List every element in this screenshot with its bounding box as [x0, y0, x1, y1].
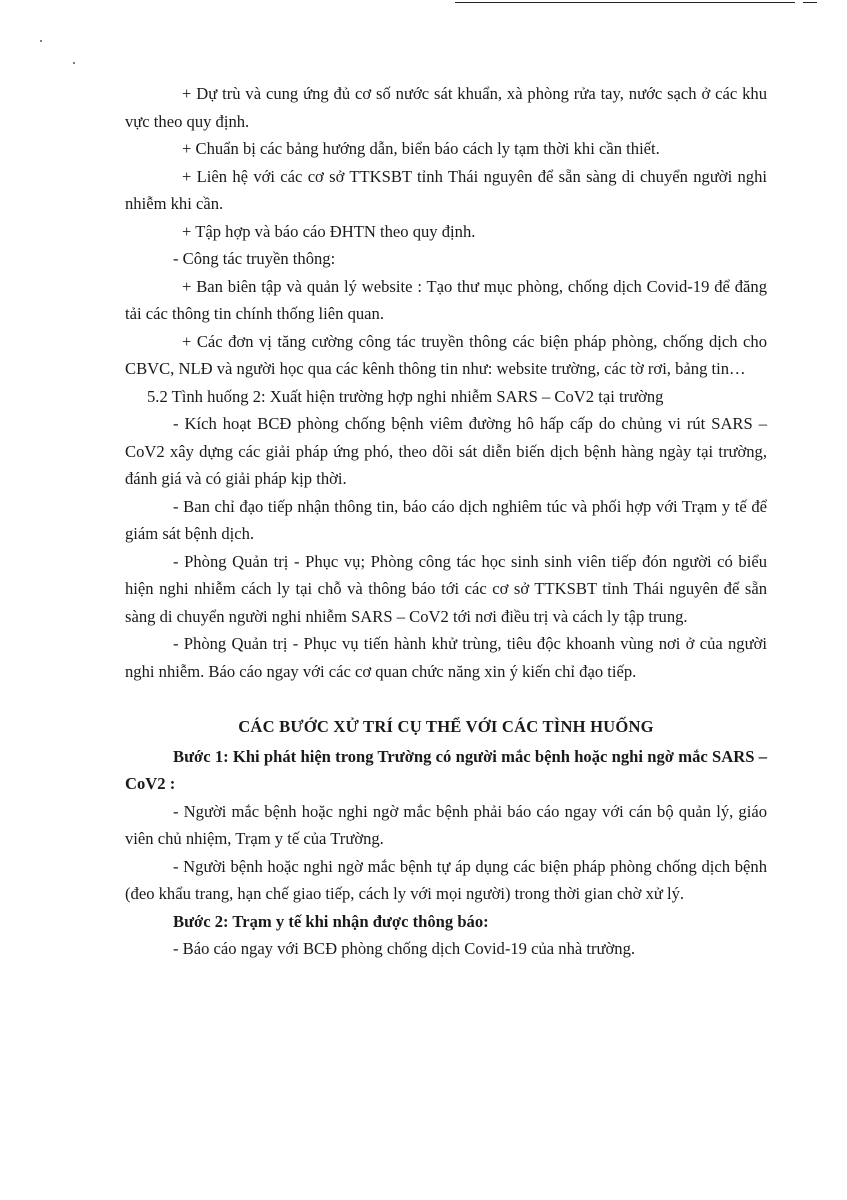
scan-top-rule — [455, 2, 795, 3]
paragraph: - Báo cáo ngay với BCĐ phòng chống dịch Covid-19 của nhà trường. — [173, 939, 636, 958]
scan-speck — [40, 40, 42, 42]
scan-top-rule-short — [803, 2, 817, 3]
paragraph: + Chuẩn bị các bảng hướng dẫn, biển báo cách ly tạm thời khi cần thiết. — [182, 139, 660, 158]
paragraph: - Phòng Quản trị - Phục vụ; Phòng công tác học sinh sinh viên tiếp đón người có biểu hiện nghi nhiễm cách ly tại chỗ và thông báo tới các cơ sở TTKSBT tỉnh Thái nguyên để sẵn sàng di chuyển người nghi nhiễm SARS – CoV2 tới nơi điều trị và cách ly tập trung. — [125, 551, 767, 626]
section-title: 5.2 Tình huống 2: Xuất hiện trường hợp nghi nhiễm SARS – CoV2 tại trường — [147, 386, 664, 406]
step-title: Bước 1: Khi phát hiện trong Trường có người mắc bệnh hoặc nghi ngờ mắc SARS – CoV2 : — [125, 746, 767, 793]
paragraph: - Phòng Quản trị - Phục vụ tiến hành khử trùng, tiêu độc khoanh vùng nơi ở của người nghi nhiễm. Báo cáo ngay với các cơ quan chức năng xin ý kiến chỉ đạo tiếp. — [125, 634, 767, 681]
step-title: Bước 2: Trạm y tế khi nhận được thông báo: — [173, 911, 489, 931]
paragraph: - Người mắc bệnh hoặc nghi ngờ mắc bệnh phải báo cáo ngay với cán bộ quản lý, giáo viên chủ nhiệm, Trạm y tế của Trường. — [125, 801, 767, 848]
paragraph: + Tập hợp và báo cáo ĐHTN theo quy định. — [182, 221, 476, 241]
paragraph: + Ban biên tập và quản lý website : Tạo thư mục phòng, chống dịch Covid-19 để đăng tải các thông tin chính thống liên quan. — [125, 276, 767, 323]
paragraph: - Kích hoạt BCĐ phòng chống bệnh viêm đường hô hấp cấp do chủng vi rút SARS – CoV2 xây dựng các giải pháp ứng phó, theo dõi sát diễn biến dịch bệnh hàng ngày tại trường, đánh giá và có giải pháp kịp thời. — [125, 414, 767, 488]
section-heading: CÁC BƯỚC XỬ TRÍ CỤ THỂ VỚI CÁC TÌNH HUỐNG — [238, 717, 654, 736]
document-page — [0, 80, 847, 963]
paragraph: + Liên hệ với các cơ sở TTKSBT tỉnh Thái nguyên để sẵn sàng di chuyển người nghi nhiễm khi cần. — [125, 166, 767, 213]
paragraph: - Công tác truyền thông: — [173, 249, 336, 268]
paragraph: + Các đơn vị tăng cường công tác truyền thông các biện pháp phòng, chống dịch cho CBVC, NLĐ và người học qua các kênh thông tin như: website trường, các tờ rơi, bảng tin… — [125, 331, 767, 378]
paragraph: + Dự trù và cung ứng đủ cơ số nước sát khuẩn, xà phòng rửa tay, nước sạch ở các khu vực theo quy định. — [125, 84, 767, 131]
paragraph: - Người bệnh hoặc nghi ngờ mắc bệnh tự áp dụng các biện pháp phòng chống dịch bệnh (đeo khẩu trang, hạn chế giao tiếp, cách ly với mọi người) trong thời gian chờ xử lý. — [125, 856, 767, 903]
scan-speck — [73, 62, 75, 64]
paragraph: - Ban chỉ đạo tiếp nhận thông tin, báo cáo dịch nghiêm túc và phối hợp với Trạm y tế để giám sát bệnh dịch. — [125, 496, 767, 543]
